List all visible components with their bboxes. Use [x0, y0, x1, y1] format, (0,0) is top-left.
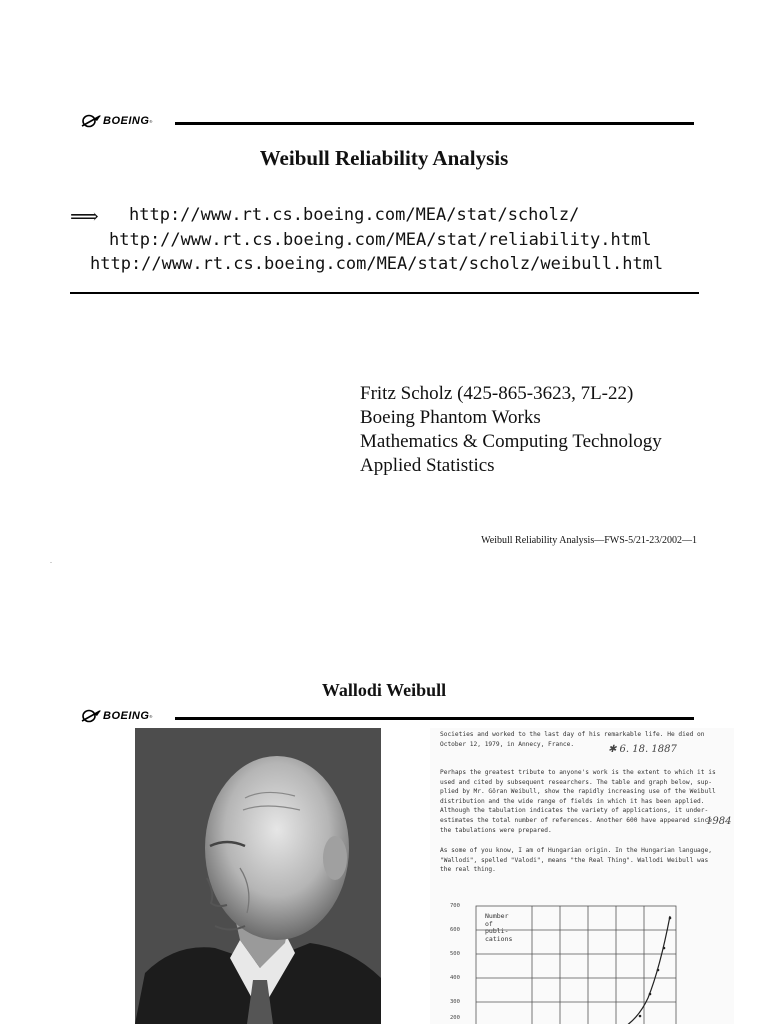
graph-ytick: 700: [450, 903, 460, 909]
boeing-emblem-icon: [80, 708, 102, 724]
boeing-logo: BOEING ®: [80, 113, 152, 129]
scan-paragraph-3: As some of you know, I am of Hungarian origin. In the Hungarian language, "Wallodi", spelled "Valodi", means "the Real Thing". Wallodi Weibull was the real thing.: [440, 847, 712, 874]
scan-paragraph-1: Societies and worked to the last day of his remarkable life. He died on October 12, 1979, in Annecy, France.: [440, 731, 705, 748]
url-reliability[interactable]: http://www.rt.cs.boeing.com/MEA/stat/reliability.html: [109, 230, 652, 250]
graph-ytick: 500: [450, 951, 460, 957]
author-block: [360, 382, 662, 478]
boeing-logo-2: BOEING ®: [80, 708, 152, 724]
boeing-wordmark: BOEING: [103, 710, 150, 722]
boeing-emblem-icon: [80, 113, 102, 129]
slide-2-title: Wallodi Weibull: [321, 680, 447, 700]
header-rule: [175, 122, 694, 125]
handwritten-birthdate: ✱ 6. 18. 1887: [608, 744, 677, 755]
header-rule-2: [175, 717, 694, 720]
page-title: Weibull Reliability Analysis: [259, 146, 509, 170]
slide-footer: Weibull Reliability Analysis—FWS-5/21-23/2002—1: [481, 535, 697, 546]
author-org: Boeing Phantom Works: [360, 407, 541, 428]
scan-paragraph-2: Perhaps the greatest tribute to anyone's work is the extent to which it is used and cited by subsequent researchers. The table and graph below, sup- plied by Mr. Göran Weibull, show the rapidly increasing use of the Weibull distribution and the wide range of fields in which it has been applied. Although the tabulation indicates the variety of applications, it under- estimates the total number of references. Another 600 have appeared since the tabulations were prepared.: [440, 769, 716, 834]
handwritten-year: 1984: [706, 816, 732, 827]
boeing-wordmark: BOEING: [103, 115, 150, 127]
graph-ytick: 200: [450, 1015, 460, 1021]
graph-ytick: 300: [450, 999, 460, 1005]
graph-ytick: 400: [450, 975, 460, 981]
graph-ylabel: Number of publi- cations: [485, 912, 513, 943]
url-scholz[interactable]: http://www.rt.cs.boeing.com/MEA/stat/scholz/: [129, 205, 580, 225]
page-mark: -: [50, 560, 52, 566]
author-name: Fritz Scholz (425-865-3623, 7L-22): [360, 383, 634, 404]
section-rule: [70, 292, 699, 294]
author-dept: Mathematics & Computing Technology: [360, 431, 662, 452]
weibull-portrait-photo: [135, 728, 381, 1024]
url-weibull[interactable]: http://www.rt.cs.boeing.com/MEA/stat/scholz/weibull.html: [90, 254, 664, 274]
scanned-page-excerpt: [430, 728, 734, 1024]
author-group: Applied Statistics: [360, 455, 495, 476]
implies-arrow: ⟹: [70, 204, 99, 228]
graph-ytick: 600: [450, 927, 460, 933]
publications-graph: [430, 898, 734, 1024]
